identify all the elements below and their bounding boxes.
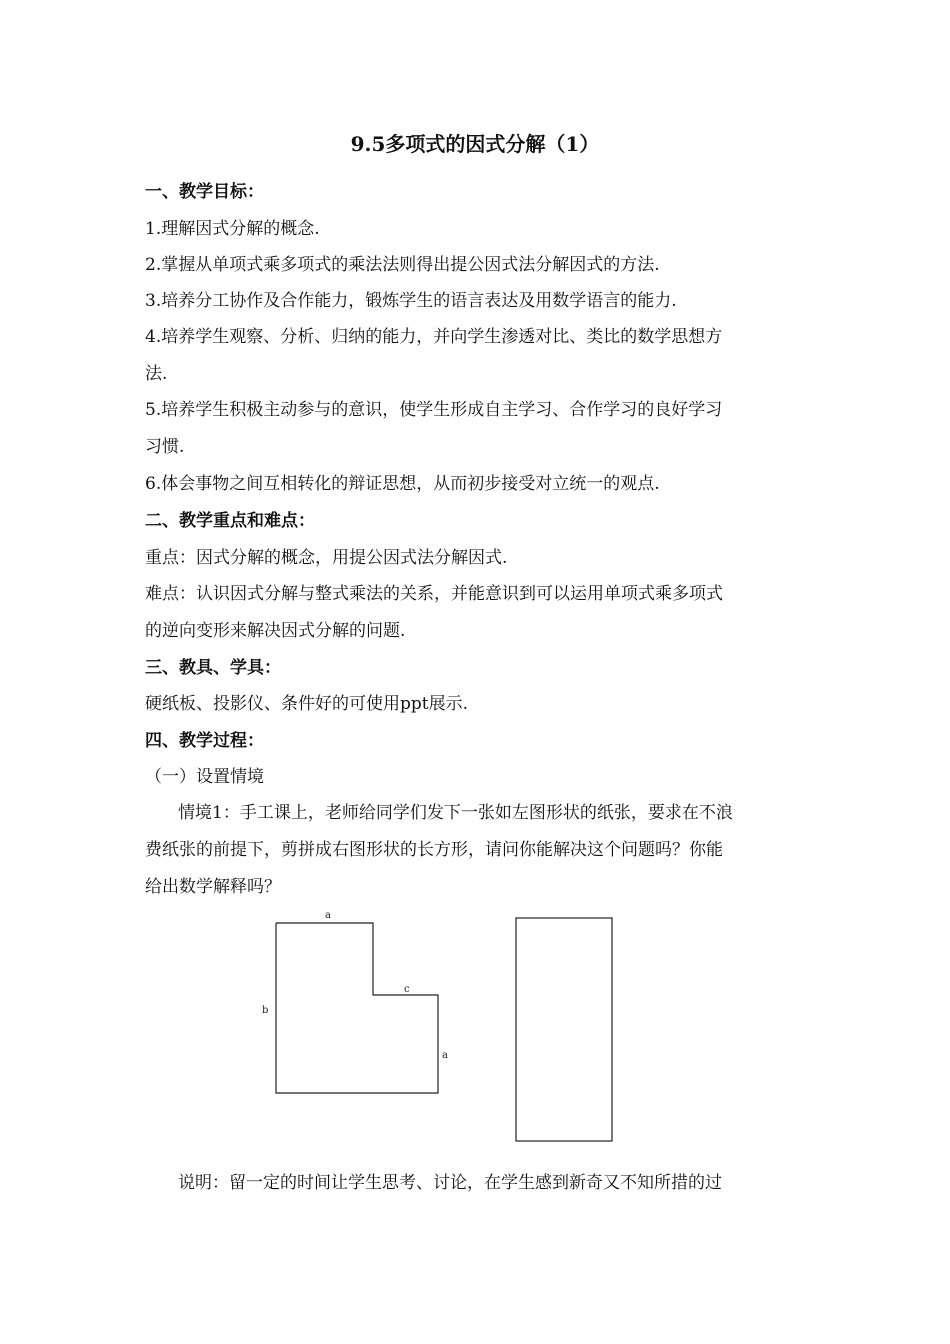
objective-item: 4.培养学生观察、分析、归纳的能力，并向学生渗透对比、类比的数学思想方 bbox=[145, 327, 723, 347]
note-text: 说明：留一定的时间让学生思考、讨论，在学生感到新奇又不知所措的过 bbox=[178, 1173, 722, 1193]
l-shape-outline bbox=[276, 923, 438, 1093]
label-step-c: c bbox=[404, 984, 410, 995]
section-heading-focus: 二、教学重点和难点： bbox=[145, 511, 315, 531]
objective-item: 2.掌握从单项式乘多项式的乘法法则得出提公因式法分解因式的方法. bbox=[145, 255, 660, 275]
objective-item: 6.体会事物之间互相转化的辩证思想，从而初步接受对立统一的观点. bbox=[145, 474, 660, 494]
label-top-a: a bbox=[325, 910, 331, 921]
subsection-heading: （一）设置情境 bbox=[145, 767, 264, 787]
section-heading-objectives: 一、教学目标： bbox=[145, 182, 264, 202]
difficulty-text: 难点：认识因式分解与整式乘法的关系，并能意识到可以运用单项式乘多项式 bbox=[145, 584, 723, 604]
scenario-text-cont: 费纸张的前提下，剪拼成右图形状的长方形，请问你能解决这个问题吗？你能 bbox=[145, 840, 723, 860]
shapes-figure bbox=[250, 905, 630, 1150]
objective-item: 3.培养分工协作及合作能力，锻炼学生的语言表达及用数学语言的能力. bbox=[145, 291, 677, 311]
label-right-a: a bbox=[442, 1050, 448, 1061]
objective-item: 1.理解因式分解的概念. bbox=[145, 219, 320, 239]
objective-item: 习惯. bbox=[145, 437, 185, 457]
focus-text: 重点：因式分解的概念，用提公因式法分解因式. bbox=[145, 548, 508, 568]
label-left-b: b bbox=[262, 1005, 269, 1016]
section-heading-tools: 三、教具、学具： bbox=[145, 658, 281, 678]
section-heading-process: 四、教学过程： bbox=[145, 731, 264, 751]
objective-item: 法. bbox=[145, 364, 168, 384]
rectangle-outline bbox=[516, 918, 612, 1141]
tools-text: 硬纸板、投影仪、条件好的可使用ppt展示. bbox=[145, 694, 468, 714]
scenario-text: 情境1：手工课上，老师给同学们发下一张如左图形状的纸张，要求在不浪 bbox=[178, 803, 733, 823]
objective-item: 5.培养学生积极主动参与的意识，使学生形成自主学习、合作学习的良好学习 bbox=[145, 400, 723, 420]
difficulty-text-cont: 的逆向变形来解决因式分解的问题. bbox=[145, 621, 406, 641]
scenario-text-cont: 给出数学解释吗？ bbox=[145, 877, 281, 897]
page-title: 9.5多项式的因式分解（1） bbox=[350, 132, 600, 156]
